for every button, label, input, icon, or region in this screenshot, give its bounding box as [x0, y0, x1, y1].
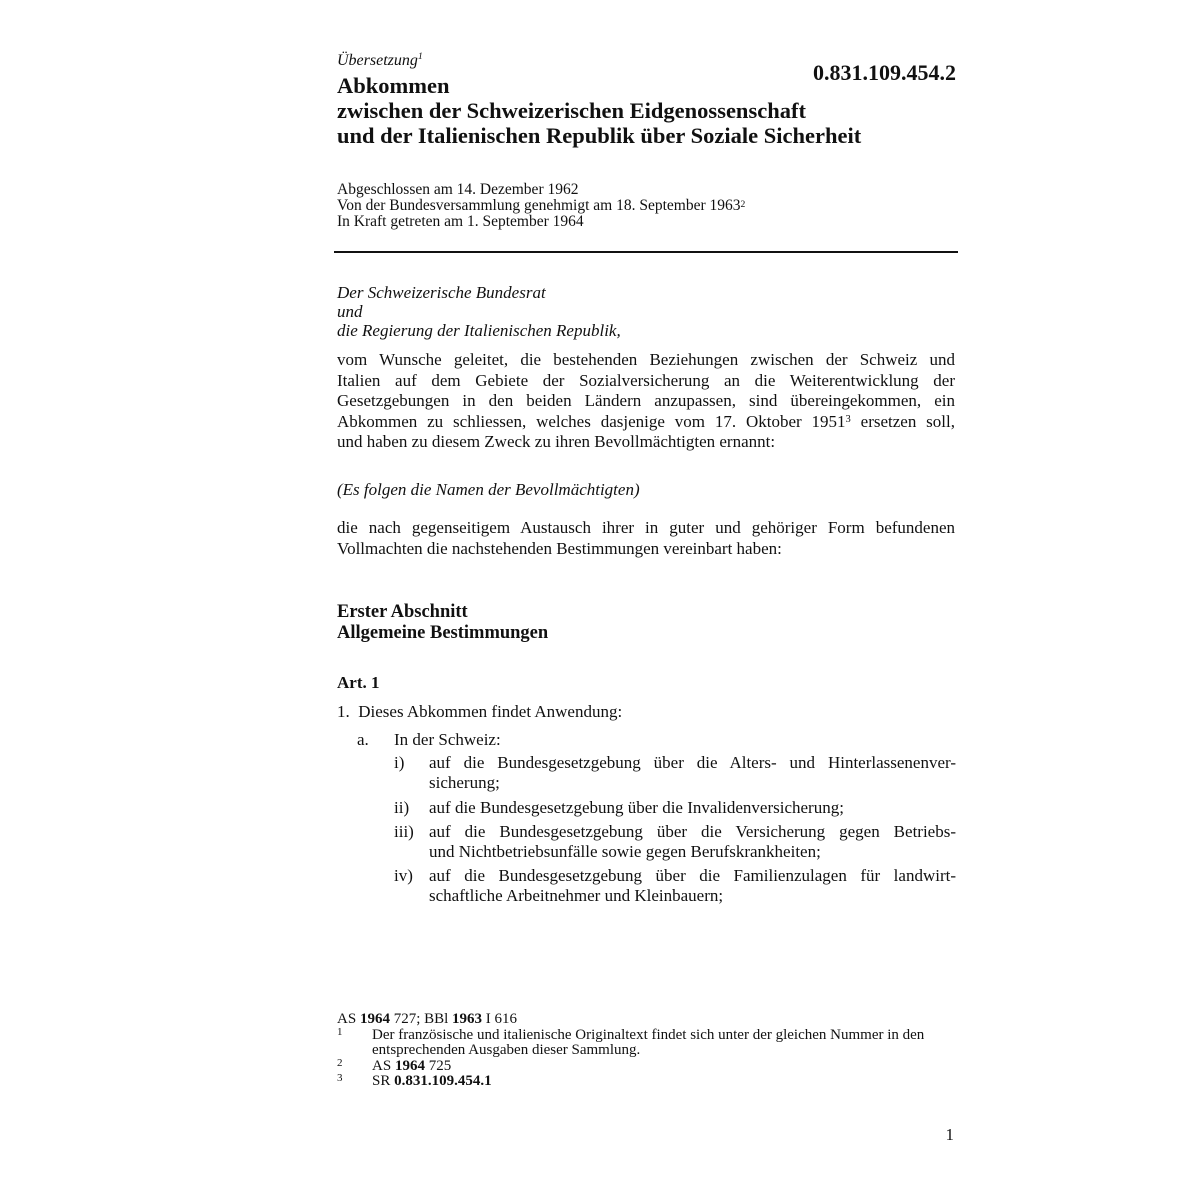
footnote-ref-1[interactable]: 1 — [417, 51, 423, 63]
sub-item-line: auf die Bundesgesetzgebung über die Familienzulagen für landwirt- — [429, 866, 956, 885]
sr-number: 0.831.109.454.2 — [813, 60, 956, 85]
plenipotentiaries-note: (Es folgen die Namen der Bevollmächtigten) — [337, 480, 640, 499]
paragraph-line: Vollmachten die nachstehenden Bestimmungen vereinbart haben: — [337, 538, 782, 558]
footnote-text: Der französische und italienische Originaltext findet sich unter der gleichen Nummer in den entsprechenden Ausgaben dieser Sammlung. — [372, 1026, 925, 1058]
paragraph-line-with-footnote — [337, 412, 955, 433]
footnote-suffix: 725 — [424, 1057, 452, 1074]
footnote-number: 2 — [337, 1056, 343, 1069]
party-line: die Regierung der Italienischen Republik, — [337, 321, 621, 340]
preamble-closing-paragraph — [337, 518, 955, 559]
sub-item-iii — [394, 822, 956, 861]
sub-item-marker: ii) — [394, 798, 410, 817]
sub-item-line: und Nichtbetriebsunfälle sowie gegen Berufskrankheiten; — [429, 841, 821, 861]
sub-item-line: auf die Bundesgesetzgebung über die Versicherung gegen Betriebs- — [429, 822, 956, 841]
sub-item-body — [429, 753, 956, 792]
section-subtitle: Allgemeine Bestimmungen — [337, 623, 549, 643]
article-heading: Art. 1 — [337, 673, 380, 692]
translation-label-text: Übersetzung — [337, 52, 418, 69]
preamble-parties — [337, 283, 621, 340]
approved-date — [337, 198, 745, 214]
sub-item-line: sicherung; — [429, 772, 500, 792]
sub-item-marker: i) — [394, 753, 405, 772]
party-line: Der Schweizerische Bundesrat — [337, 283, 546, 302]
paragraph-line: und haben zu diesem Zweck zu ihren Bevollmächtigten ernannt: — [337, 432, 776, 451]
footnote-bold: 1964 — [394, 1057, 425, 1074]
source-reference — [337, 1012, 957, 1028]
paragraph-line: die nach gegenseitigem Austausch ihrer in guter und gehöriger Form befundenen — [337, 518, 955, 537]
translation-label — [337, 52, 423, 70]
footnote-prefix: AS — [372, 1057, 395, 1074]
paragraph-line: Italien auf dem Gebiete der Sozialversicherung an die Weiterentwicklung der — [337, 370, 955, 390]
sub-item-body — [429, 798, 956, 818]
footnote-1 — [337, 1025, 957, 1059]
document-title — [337, 73, 861, 148]
sub-item-body — [429, 866, 956, 905]
footnote-number: 3 — [337, 1072, 343, 1084]
title-line: und der Italienischen Republik über Soziale Sicherheit — [337, 123, 862, 148]
approved-date-text: Von der Bundesversammlung genehmigt am 18. September 1963 — [337, 197, 741, 214]
footnote-2 — [337, 1056, 957, 1075]
item-text: In der Schweiz: — [394, 730, 501, 749]
sub-item-iv — [394, 866, 956, 905]
sub-item-line: schaftliche Arbeitnehmer und Kleinbauern; — [429, 885, 724, 905]
sub-item-ii — [394, 798, 956, 818]
source-mid: 727; BBl — [389, 1011, 453, 1027]
sub-item-i — [394, 753, 956, 792]
sub-item-line: auf die Bundesgesetzgebung über die Alters- und Hinterlassenenver- — [429, 753, 956, 772]
sub-item-body — [429, 822, 956, 861]
paragraph-line-tail: ersetzen soll, — [850, 411, 955, 431]
source-year: 1963 — [452, 1011, 483, 1027]
sub-item-marker: iv) — [394, 866, 413, 885]
paragraph-line: vom Wunsche geleitet, die bestehenden Beziehungen zwischen der Schweiz und — [337, 350, 955, 369]
item-marker: a. — [357, 730, 369, 749]
sub-item-marker: iii) — [394, 822, 414, 841]
footnote-ref-3[interactable]: 3 — [845, 414, 851, 426]
footnote-number: 1 — [337, 1025, 343, 1038]
source-tail: I 616 — [482, 1011, 518, 1027]
paragraph-line-text: Abkommen zu schliessen, welches dasjenige vom 17. Oktober 1951 — [337, 411, 846, 431]
title-line: Abkommen — [337, 73, 450, 98]
footnote-3 — [337, 1074, 957, 1090]
article-item-a — [357, 730, 501, 750]
party-line: und — [337, 302, 363, 321]
page-number: 1 — [945, 1125, 954, 1144]
preamble-paragraph — [337, 350, 955, 453]
footnote-prefix: SR — [372, 1073, 395, 1089]
title-line: zwischen der Schweizerischen Eidgenossenschaft — [337, 98, 806, 123]
paragraph-line: Gesetzgebungen in den beiden Ländern anzupassen, sind übereingekommen, ein — [337, 391, 955, 410]
source-prefix: AS — [337, 1011, 360, 1027]
header-divider — [334, 251, 958, 253]
concluded-date: Abgeschlossen am 14. Dezember 1962 — [337, 181, 579, 198]
footnotes — [337, 1012, 957, 1090]
section-title: Erster Abschnitt — [337, 602, 468, 622]
source-year: 1964 — [359, 1011, 390, 1027]
sub-item-line: auf die Bundesgesetzgebung über die Invalidenversicherung; — [429, 798, 844, 817]
in-force-date: In Kraft getreten am 1. September 1964 — [337, 213, 584, 230]
footnote-bold: 0.831.109.454.1 — [394, 1073, 492, 1089]
section-heading — [337, 602, 548, 644]
footnote-ref-2[interactable]: 2 — [740, 199, 746, 211]
document-metadata — [337, 182, 745, 230]
article-item-1: 1. Dieses Abkommen findet Anwendung: — [337, 702, 623, 721]
